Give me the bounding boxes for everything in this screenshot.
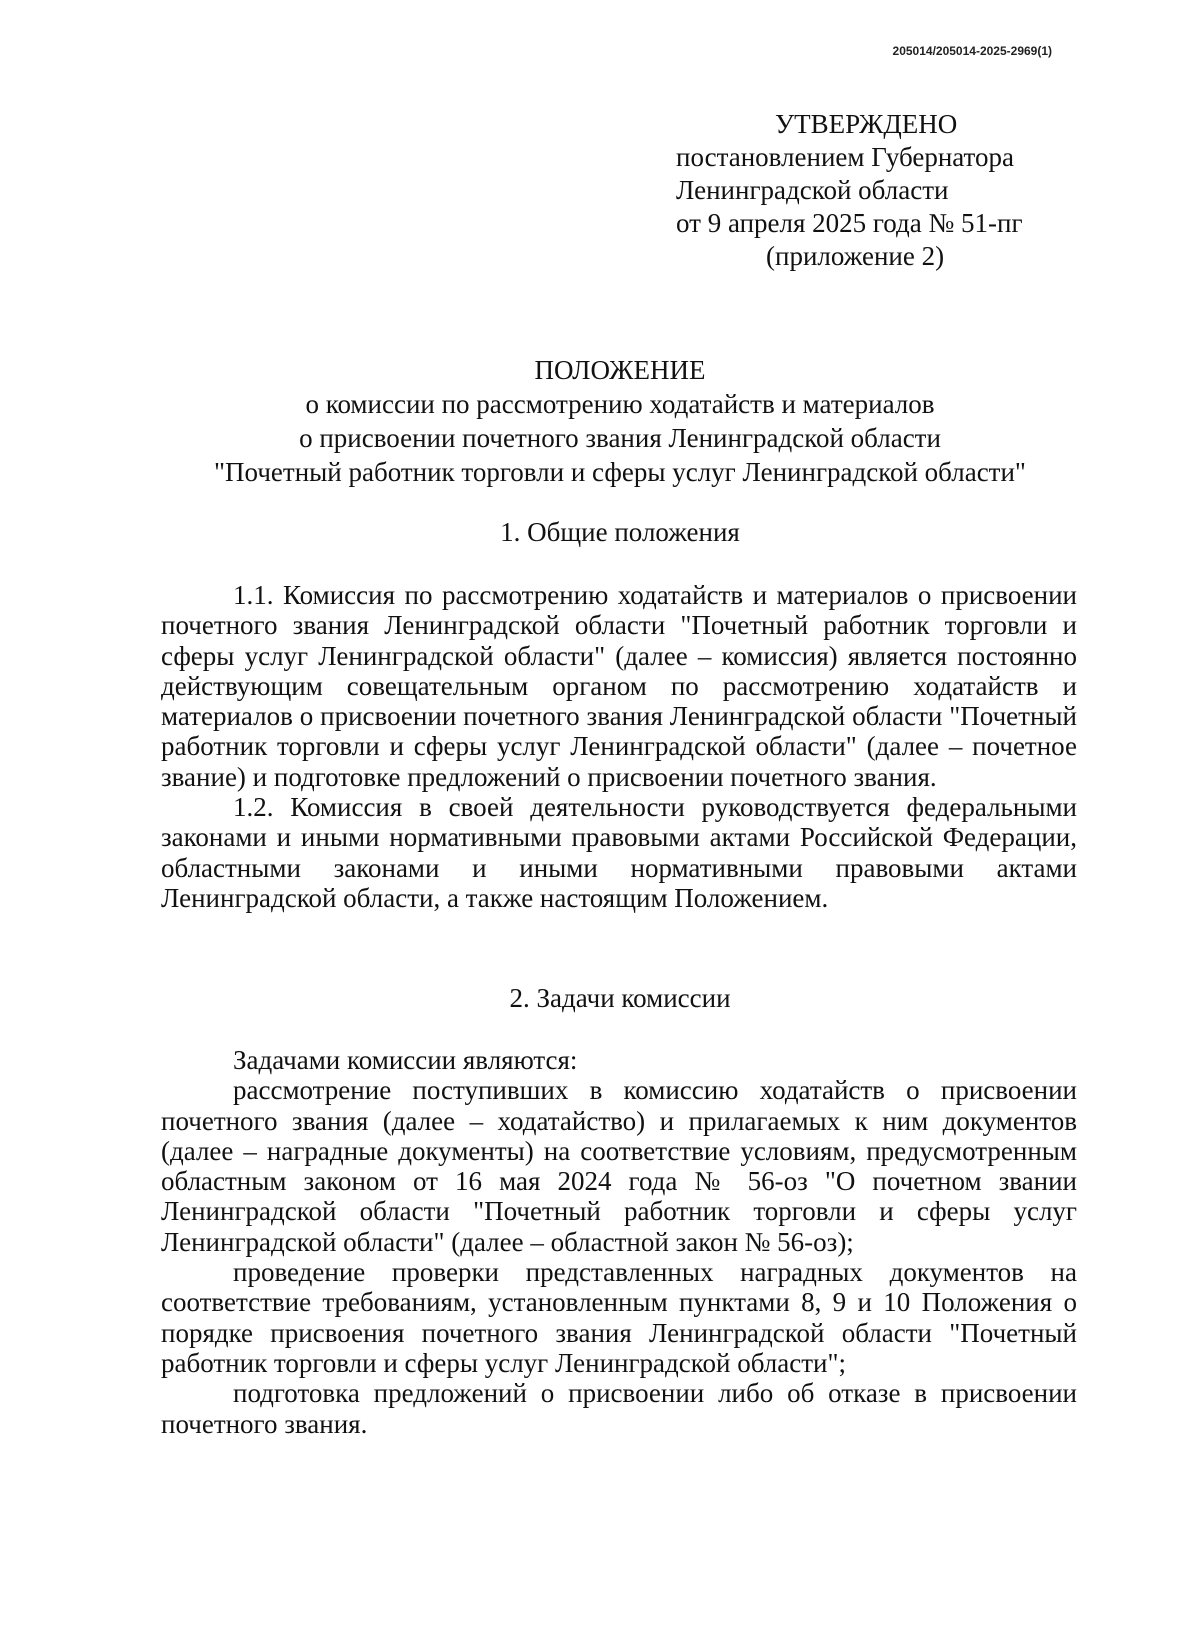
section-heading-tasks: 2. Задачи комиссии — [509, 983, 731, 1013]
section-heading-general: 1. Общие положения — [500, 517, 740, 547]
paragraph: 1.2. Комиссия в своей деятельности руководствуется федеральными законами и иными нормативными правовыми актами Российской Федерации, областными законами и иными нормативными правовыми актами Ленинградской области, а также настоящим Положением. — [161, 792, 1077, 913]
paragraph: подготовка предложений о присвоении либо об отказе в присвоении почетного звания. — [161, 1378, 1077, 1439]
paragraph: рассмотрение поступивших в комиссию ходатайств о присвоении почетного звания (далее – ходатайство) и прилагаемых к ним документов (далее – наградные документы) на соответствие условиям, предусмотренным областным законом от 16 мая 2024 года № 56-оз "О почетном звании Ленинградской области "Почетный работник торговли и сферы услуг Ленинградской области" (далее – областной закон № 56-оз); — [161, 1075, 1077, 1257]
title-main: ПОЛОЖЕНИЕ — [534, 355, 706, 385]
approval-annex: (приложение 2) — [766, 241, 945, 271]
document-title — [160, 353, 1080, 489]
paragraph: проведение проверки представленных наградных документов на соответствие требованиям, установленным пунктами 8, 9 и 10 Положения о порядке присвоения почетного звания Ленинградской области "Почетный работник торговли и сферы услуг Ленинградской области"; — [161, 1257, 1077, 1378]
approval-line: от 9 апреля 2025 года № 51-пг — [676, 208, 1023, 238]
paragraph: Задачами комиссии являются: — [233, 1045, 578, 1075]
title-line: о комиссии по рассмотрению ходатайств и материалов — [305, 389, 935, 419]
approval-line: Ленинградской области — [676, 175, 949, 205]
paragraph: 1.1. Комиссия по рассмотрению ходатайств и материалов о присвоении почетного звания Ленинградской области "Почетный работник торговли и сферы услуг Ленинградской области" (далее – комиссия) является постоянно действующим совещательным органом по рассмотрению ходатайств и материалов о присвоении почетного звания Ленинградской области "Почетный работник торговли и сферы услуг Ленинградской области" (далее – почетное звание) и подготовке предложений о присвоении почетного звания. — [161, 580, 1077, 792]
approval-stamp — [676, 108, 1076, 273]
document-id: 205014/205014-2025-2969(1) — [892, 44, 1052, 58]
title-line: "Почетный работник торговли и сферы услуг Ленинградской области" — [214, 457, 1026, 487]
approval-title: УТВЕРЖДЕНО — [775, 109, 958, 139]
section-general-body — [161, 580, 1077, 913]
section-tasks-body — [161, 1045, 1077, 1439]
approval-line: постановлением Губернатора — [676, 142, 1014, 172]
title-line: о присвоении почетного звания Ленинградской области — [299, 423, 941, 453]
